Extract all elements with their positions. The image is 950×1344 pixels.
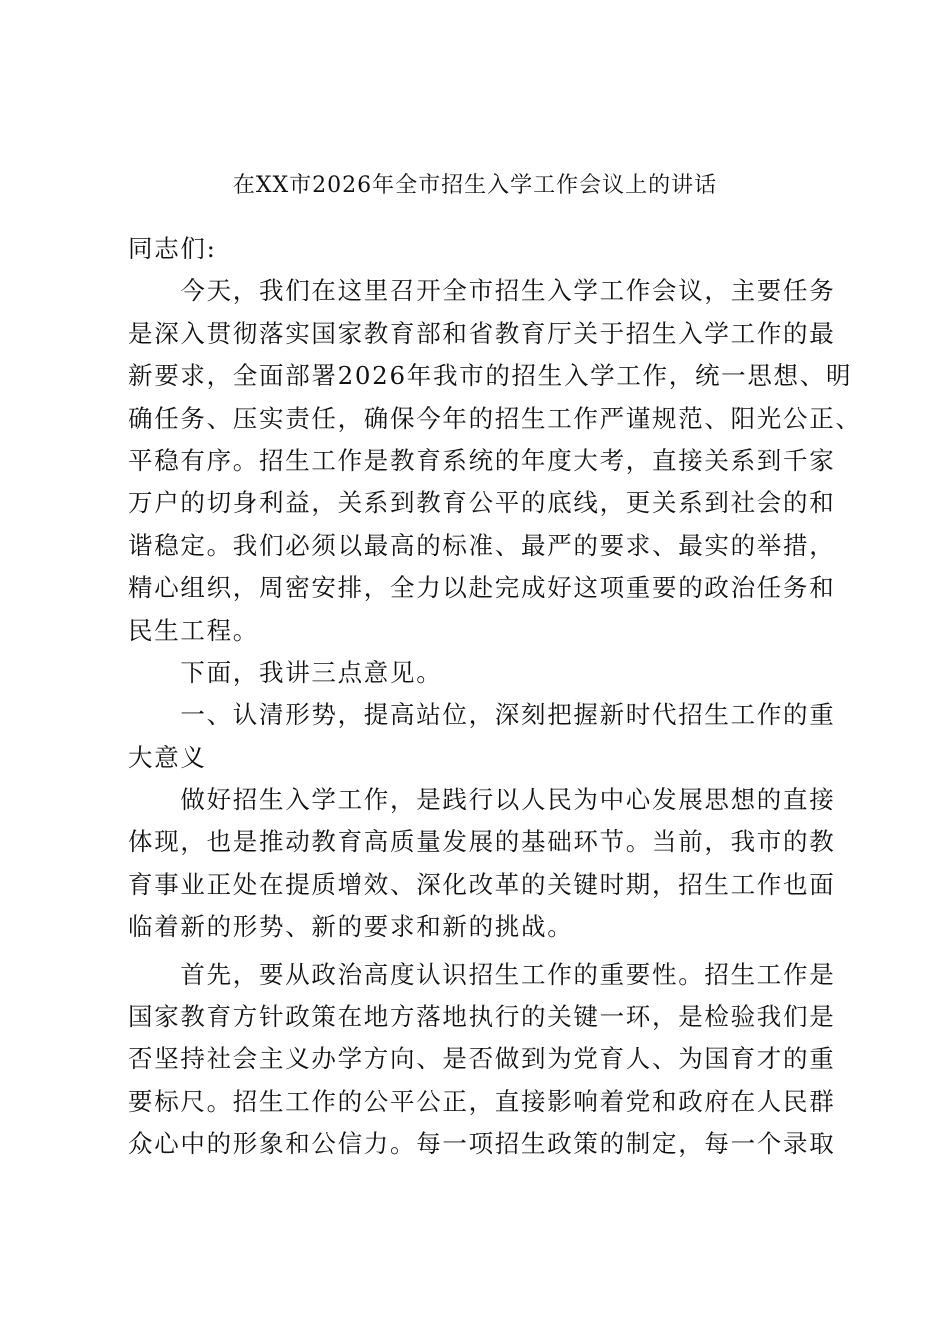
paragraph-line: 众心中的形象和公信力。每一项招生政策的制定，每一个录取 bbox=[128, 1129, 836, 1159]
paragraph-context bbox=[128, 779, 840, 949]
paragraph-opening bbox=[128, 270, 862, 652]
paragraph-line: 做好招生入学工作，是践行以人民为中心发展思想的直接 bbox=[128, 785, 836, 815]
heading-line: 大意义 bbox=[128, 742, 207, 772]
paragraph-line: 万户的切身利益，关系到教育公平的底线，更关系到社会的和 bbox=[128, 488, 836, 518]
paragraph-line: 下面，我讲三点意见。 bbox=[128, 657, 443, 687]
paragraph-line: 平稳有序。招生工作是教育系统的年度大考，直接关系到千家 bbox=[128, 445, 836, 475]
paragraph-line: 精心组织，周密安排，全力以赴完成好这项重要的政治任务和 bbox=[128, 573, 836, 603]
paragraph-line: 国家教育方针政策在地方落地执行的关键一环，是检验我们是 bbox=[128, 1002, 836, 1032]
paragraph-line: 育事业正处在提质增效、深化改革的关键时期，招生工作也面 bbox=[128, 869, 836, 899]
paragraph-line: 要标尺。招生工作的公平公正，直接影响着党和政府在人民群 bbox=[128, 1086, 836, 1116]
paragraph-line: 民生工程。 bbox=[128, 615, 259, 645]
paragraph-first-point bbox=[128, 954, 840, 1166]
paragraph-intro-points bbox=[128, 652, 840, 694]
document-body bbox=[128, 228, 862, 1166]
paragraph-line: 确任务、压实责任，确保今年的招生工作严谨规范、阳光公正、 bbox=[128, 403, 862, 433]
paragraph-line: 临着新的形势、新的要求和新的挑战。 bbox=[128, 912, 574, 942]
paragraph-line: 首先，要从政治高度认识招生工作的重要性。招生工作是 bbox=[128, 959, 836, 989]
heading-line: 一、认清形势，提高站位，深刻把握新时代招生工作的重 bbox=[128, 700, 836, 730]
paragraph-line: 新要求，全面部署2026年我市的招生入学工作，统一思想、明 bbox=[128, 361, 853, 391]
paragraph-line: 否坚持社会主义办学方向、是否做到为党育人、为国育才的重 bbox=[128, 1044, 836, 1074]
document-title: 在XX市2026年全市招生入学工作会议上的讲话 bbox=[232, 173, 718, 198]
paragraph-line: 是深入贯彻落实国家教育部和省教育厅关于招生入学工作的最 bbox=[128, 318, 836, 348]
paragraph-line: 体现，也是推动教育高质量发展的基础环节。当前，我市的教 bbox=[128, 827, 836, 857]
paragraph-line: 谐稳定。我们必须以最高的标准、最严的要求、最实的举措， bbox=[128, 530, 836, 560]
section-heading-one bbox=[128, 694, 840, 779]
paragraph-line: 今天，我们在这里召开全市招生入学工作会议，主要任务 bbox=[128, 276, 836, 306]
greeting: 同志们: bbox=[128, 234, 217, 263]
